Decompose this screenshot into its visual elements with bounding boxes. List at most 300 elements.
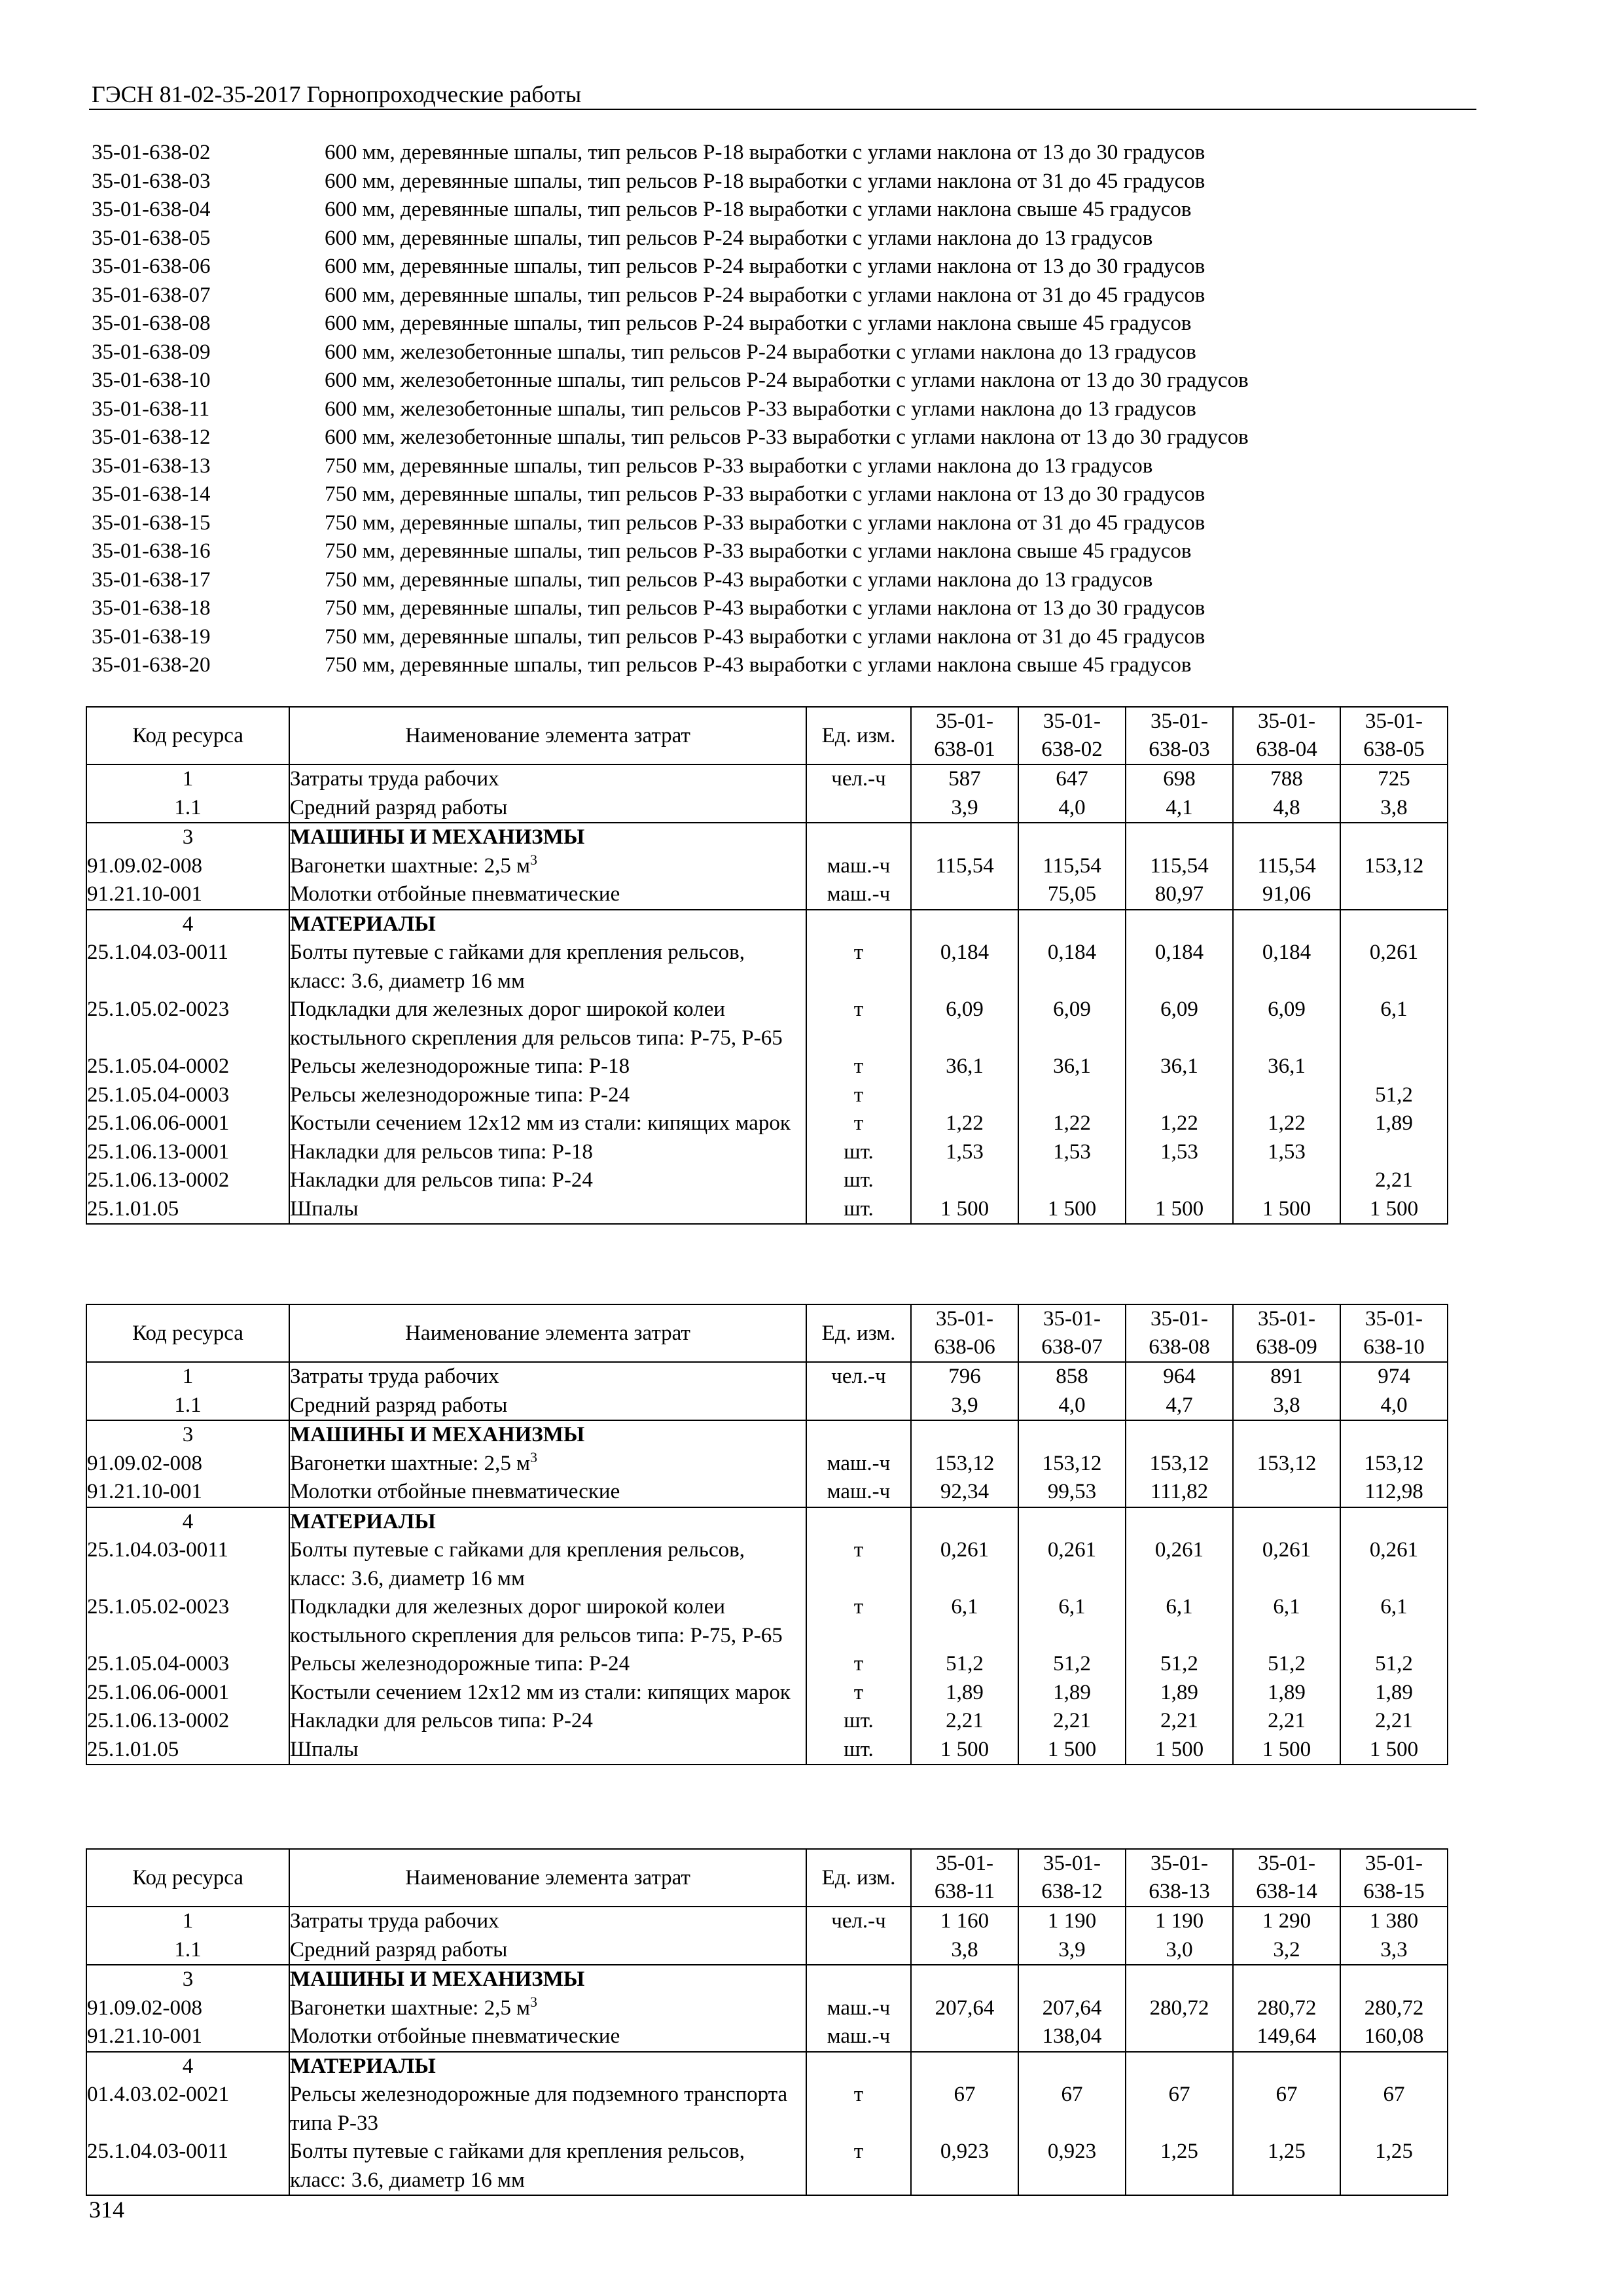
resource-name bbox=[289, 1420, 806, 1450]
table-row bbox=[86, 1195, 1448, 1225]
rate-value: 0,184 bbox=[1018, 939, 1126, 996]
resource-unit: чел.-ч bbox=[806, 1907, 911, 1936]
resource-code: 25.1.04.03-0011 bbox=[86, 2138, 289, 2195]
rate-value: 6,09 bbox=[1018, 996, 1126, 1052]
rate-code-part-1: 35-01- bbox=[936, 1852, 993, 1875]
rate-value: 1 290 bbox=[1233, 1907, 1340, 1936]
resource-name bbox=[289, 823, 806, 852]
resource-name bbox=[289, 1707, 806, 1736]
table-row bbox=[86, 2022, 1448, 2052]
resource-name-text: Накладки для рельсов типа: Р-24 bbox=[290, 1168, 593, 1192]
rate-code-part-2: 638-09 bbox=[1256, 1335, 1317, 1359]
rate-code-part-2: 638-06 bbox=[934, 1335, 995, 1359]
table-row bbox=[86, 1420, 1448, 1450]
table-header-row bbox=[86, 707, 1448, 764]
table-row bbox=[86, 1936, 1448, 1965]
code-list-item bbox=[92, 168, 1479, 196]
resource-unit: шт. bbox=[806, 1707, 911, 1736]
code-list-code: 35-01-638-11 bbox=[92, 397, 210, 421]
resource-code: 25.1.05.02-0023 bbox=[86, 996, 289, 1052]
code-list-code: 35-01-638-19 bbox=[92, 624, 211, 649]
rate-code-part-1: 35-01- bbox=[1043, 709, 1101, 733]
resource-name bbox=[289, 1450, 806, 1479]
rate-value: 67 bbox=[911, 2081, 1018, 2138]
rate-code-part-2: 638-01 bbox=[934, 738, 995, 761]
rate-value bbox=[1018, 910, 1126, 939]
rate-value: 1,25 bbox=[1126, 2138, 1233, 2195]
resource-name-text: Болты путевые с гайками для крепления рельсов, класс: 3.6, диаметр 16 мм bbox=[290, 2140, 745, 2192]
rate-value: 1,89 bbox=[1018, 1679, 1126, 1708]
rate-value: 138,04 bbox=[1018, 2022, 1126, 2052]
resource-code: 25.1.05.04-0003 bbox=[86, 1650, 289, 1679]
resource-name-text: Затраты труда рабочих bbox=[290, 767, 499, 791]
resource-name-text: Костыли сечением 12х12 мм из стали: кипящих марок bbox=[290, 1680, 791, 1704]
code-list-description: 750 мм, деревянные шпалы, тип рельсов Р-33 выработки с углами наклона до 13 градусов bbox=[325, 454, 1153, 478]
rate-value: 0,261 bbox=[911, 1536, 1018, 1593]
header-rate-code bbox=[1340, 707, 1448, 764]
resource-unit bbox=[806, 1507, 911, 1537]
rate-code-part-2: 638-02 bbox=[1041, 738, 1103, 761]
rate-value: 67 bbox=[1340, 2081, 1448, 2138]
table-row bbox=[86, 823, 1448, 852]
code-list-code: 35-01-638-16 bbox=[92, 539, 211, 563]
rate-value: 1,25 bbox=[1233, 2138, 1340, 2195]
resource-name bbox=[289, 1994, 806, 2023]
table-row bbox=[86, 2138, 1448, 2195]
code-list-description: 750 мм, деревянные шпалы, тип рельсов Р-43 выработки с углами наклона свыше 45 градусов bbox=[325, 653, 1192, 677]
resource-code: 4 bbox=[86, 910, 289, 939]
resource-name bbox=[289, 1650, 806, 1679]
resource-unit: т bbox=[806, 1593, 911, 1650]
rate-code-part-2: 638-15 bbox=[1363, 1880, 1425, 1903]
rate-value: 6,1 bbox=[1340, 1593, 1448, 1650]
code-list-item bbox=[92, 224, 1479, 253]
rate-value bbox=[1233, 2052, 1340, 2081]
code-list-description: 600 мм, деревянные шпалы, тип рельсов Р-24 выработки с углами наклона свыше 45 градусов bbox=[325, 312, 1192, 335]
rate-value: 1,22 bbox=[1233, 1109, 1340, 1138]
rate-value: 207,64 bbox=[911, 1994, 1018, 2023]
rate-code-part-1: 35-01- bbox=[1365, 1307, 1423, 1331]
rate-value: 1 500 bbox=[1018, 1736, 1126, 1765]
rate-value: 1,53 bbox=[911, 1138, 1018, 1167]
rate-value: 207,64 bbox=[1018, 1994, 1126, 2023]
resource-code: 25.1.04.03-0011 bbox=[86, 939, 289, 996]
rate-value: 0,261 bbox=[1340, 939, 1448, 996]
rate-value bbox=[1340, 880, 1448, 910]
resource-name-text: Средний разряд работы bbox=[290, 1393, 508, 1417]
rate-value: 0,923 bbox=[1018, 2138, 1126, 2195]
rate-code-part-2: 638-04 bbox=[1256, 738, 1317, 761]
rate-value: 2,21 bbox=[1233, 1707, 1340, 1736]
rate-code-part-1: 35-01- bbox=[1043, 1307, 1101, 1331]
resource-table bbox=[86, 706, 1448, 1225]
resource-unit: маш.-ч bbox=[806, 880, 911, 910]
table-row bbox=[86, 852, 1448, 881]
header-rate-code bbox=[1126, 707, 1233, 764]
resource-code: 25.1.01.05 bbox=[86, 1736, 289, 1765]
rate-value: 0,261 bbox=[1018, 1536, 1126, 1593]
resource-code: 3 bbox=[86, 1420, 289, 1450]
rate-value: 99,53 bbox=[1018, 1478, 1126, 1507]
resource-code: 3 bbox=[86, 823, 289, 852]
code-list-code: 35-01-638-03 bbox=[92, 169, 211, 193]
rate-value: 891 bbox=[1233, 1362, 1340, 1391]
rate-value: 1 500 bbox=[911, 1736, 1018, 1765]
resource-code: 1.1 bbox=[86, 1391, 289, 1421]
resource-name bbox=[289, 1195, 806, 1225]
rate-value: 51,2 bbox=[911, 1650, 1018, 1679]
resource-name bbox=[289, 1166, 806, 1195]
header-unit: Ед. изм. bbox=[806, 1849, 911, 1907]
rate-value: 51,2 bbox=[1018, 1650, 1126, 1679]
table-row bbox=[86, 1362, 1448, 1391]
header-rate-code bbox=[1126, 1304, 1233, 1362]
page-number: 314 bbox=[89, 2197, 124, 2223]
rate-value: 160,08 bbox=[1340, 2022, 1448, 2052]
rate-value bbox=[911, 2052, 1018, 2081]
rate-value: 0,184 bbox=[1233, 939, 1340, 996]
code-list-item bbox=[92, 537, 1479, 566]
resource-code: 1 bbox=[86, 1907, 289, 1936]
resource-code: 25.1.04.03-0011 bbox=[86, 1536, 289, 1593]
rate-value: 3,9 bbox=[911, 1391, 1018, 1421]
code-list-item bbox=[92, 139, 1479, 168]
resource-unit bbox=[806, 823, 911, 852]
page-header bbox=[89, 75, 1476, 110]
rate-value bbox=[911, 1166, 1018, 1195]
resource-name-text: Болты путевые с гайками для крепления рельсов, класс: 3.6, диаметр 16 мм bbox=[290, 941, 745, 993]
resource-name bbox=[289, 1362, 806, 1391]
resource-name-text: Средний разряд работы bbox=[290, 1937, 508, 1962]
resource-unit bbox=[806, 1965, 911, 1994]
rate-value: 6,09 bbox=[1126, 996, 1233, 1052]
resource-name-text: Накладки для рельсов типа: Р-24 bbox=[290, 1709, 593, 1732]
resource-unit: чел.-ч bbox=[806, 764, 911, 794]
header-unit: Ед. изм. bbox=[806, 1304, 911, 1362]
rate-value: 91,06 bbox=[1233, 880, 1340, 910]
code-list-description: 600 мм, железобетонные шпалы, тип рельсов Р-24 выработки с углами наклона до 13 градусов bbox=[325, 340, 1196, 364]
rate-value: 36,1 bbox=[911, 1052, 1018, 1081]
rate-value: 4,1 bbox=[1126, 794, 1233, 823]
rate-value bbox=[1233, 1081, 1340, 1110]
resource-code: 25.1.01.05 bbox=[86, 1195, 289, 1225]
table-row bbox=[86, 2081, 1448, 2138]
code-list-item bbox=[92, 651, 1479, 680]
code-list-code: 35-01-638-17 bbox=[92, 567, 211, 592]
resource-name bbox=[289, 1679, 806, 1708]
rate-value: 1,53 bbox=[1126, 1138, 1233, 1167]
rate-value: 280,72 bbox=[1340, 1994, 1448, 2023]
rate-value bbox=[1018, 1166, 1126, 1195]
rate-value bbox=[911, 823, 1018, 852]
rate-value: 858 bbox=[1018, 1362, 1126, 1391]
table-row bbox=[86, 996, 1448, 1052]
header-unit: Ед. изм. bbox=[806, 707, 911, 764]
rate-value: 153,12 bbox=[1018, 1450, 1126, 1479]
resource-unit: т bbox=[806, 1536, 911, 1593]
table-row bbox=[86, 1679, 1448, 1708]
resource-code: 3 bbox=[86, 1965, 289, 1994]
resource-name bbox=[289, 2138, 806, 2195]
rate-value: 4,0 bbox=[1018, 794, 1126, 823]
rate-value: 280,72 bbox=[1233, 1994, 1340, 2023]
resource-code: 91.09.02-008 bbox=[86, 852, 289, 881]
rate-value bbox=[1340, 1507, 1448, 1537]
rate-code-part-2: 638-14 bbox=[1256, 1880, 1317, 1903]
rate-code-part-2: 638-08 bbox=[1149, 1335, 1210, 1359]
rate-value: 4,8 bbox=[1233, 794, 1340, 823]
rate-value: 6,09 bbox=[911, 996, 1018, 1052]
resource-name bbox=[289, 794, 806, 823]
rate-value: 6,1 bbox=[1233, 1593, 1340, 1650]
rate-value: 3,8 bbox=[1233, 1391, 1340, 1421]
rate-value: 36,1 bbox=[1233, 1052, 1340, 1081]
rate-value: 4,7 bbox=[1126, 1391, 1233, 1421]
rate-value bbox=[1233, 1478, 1340, 1507]
resource-name bbox=[289, 1138, 806, 1167]
resource-name-text: МАШИНЫ И МЕХАНИЗМЫ bbox=[290, 1423, 585, 1446]
rate-value: 6,1 bbox=[1340, 996, 1448, 1052]
code-list-description: 750 мм, деревянные шпалы, тип рельсов Р-43 выработки с углами наклона от 31 до 45 градусов bbox=[325, 624, 1205, 649]
resource-table bbox=[86, 1304, 1448, 1765]
rate-value: 1,89 bbox=[1340, 1679, 1448, 1708]
rate-value bbox=[1233, 1166, 1340, 1195]
code-list-item bbox=[92, 395, 1479, 424]
code-list-description: 600 мм, деревянные шпалы, тип рельсов Р-18 выработки с углами наклона от 13 до 30 градусов bbox=[325, 141, 1205, 164]
resource-code: 1.1 bbox=[86, 794, 289, 823]
rate-value bbox=[1018, 2052, 1126, 2081]
rate-value bbox=[1233, 910, 1340, 939]
resource-name-text: Накладки для рельсов типа: Р-18 bbox=[290, 1139, 593, 1164]
rate-value bbox=[1018, 1081, 1126, 1110]
rate-value bbox=[1340, 1420, 1448, 1450]
rate-code-part-1: 35-01- bbox=[1365, 1852, 1423, 1875]
table-row bbox=[86, 764, 1448, 794]
resource-name-text: Рельсы железнодорожные типа: Р-24 bbox=[290, 1652, 630, 1676]
table-row bbox=[86, 1081, 1448, 1110]
resource-unit bbox=[806, 1936, 911, 1965]
rate-value bbox=[1340, 1052, 1448, 1081]
resource-name-text: Затраты труда рабочих bbox=[290, 1909, 499, 1933]
resource-unit: маш.-ч bbox=[806, 1450, 911, 1479]
header-rate-code bbox=[911, 707, 1018, 764]
code-list-description: 600 мм, деревянные шпалы, тип рельсов Р-24 выработки с углами наклона от 31 до 45 градусов bbox=[325, 283, 1205, 307]
rate-value: 92,34 bbox=[911, 1478, 1018, 1507]
resource-unit: т bbox=[806, 2081, 911, 2138]
rate-value: 1,22 bbox=[911, 1109, 1018, 1138]
header-rate-code bbox=[1340, 1304, 1448, 1362]
rate-value: 3,0 bbox=[1126, 1936, 1233, 1965]
rate-value: 1,89 bbox=[1340, 1109, 1448, 1138]
rate-value: 2,21 bbox=[1126, 1707, 1233, 1736]
rate-value bbox=[1126, 1507, 1233, 1537]
code-list-item bbox=[92, 253, 1479, 281]
rate-value: 0,184 bbox=[911, 939, 1018, 996]
table-row bbox=[86, 1536, 1448, 1593]
code-list-code: 35-01-638-15 bbox=[92, 511, 211, 535]
header-name: Наименование элемента затрат bbox=[289, 707, 806, 764]
code-list-item bbox=[92, 281, 1479, 310]
code-list-code: 35-01-638-07 bbox=[92, 283, 211, 307]
rate-value bbox=[1126, 823, 1233, 852]
rate-code-part-1: 35-01- bbox=[1150, 1852, 1208, 1875]
rate-value: 80,97 bbox=[1126, 880, 1233, 910]
rate-value bbox=[911, 1507, 1018, 1537]
rate-code-part-1: 35-01- bbox=[1258, 709, 1315, 733]
resource-name bbox=[289, 1736, 806, 1765]
rate-value: 6,1 bbox=[1018, 1593, 1126, 1650]
resource-unit: шт. bbox=[806, 1166, 911, 1195]
code-list-description: 750 мм, деревянные шпалы, тип рельсов Р-43 выработки с углами наклона от 13 до 30 градусов bbox=[325, 596, 1205, 620]
rate-value: 1 500 bbox=[1233, 1195, 1340, 1225]
table-row bbox=[86, 1450, 1448, 1479]
rate-value bbox=[1340, 2052, 1448, 2081]
rate-code-part-2: 638-03 bbox=[1149, 738, 1210, 761]
rate-value: 6,1 bbox=[1126, 1593, 1233, 1650]
rate-value: 75,05 bbox=[1018, 880, 1126, 910]
header-rate-code bbox=[1018, 1849, 1126, 1907]
resource-name bbox=[289, 852, 806, 881]
rate-value: 2,21 bbox=[1340, 1707, 1448, 1736]
rate-code-part-1: 35-01- bbox=[936, 1307, 993, 1331]
code-list-item bbox=[92, 367, 1479, 395]
code-list-item bbox=[92, 338, 1479, 367]
rate-value bbox=[1018, 823, 1126, 852]
code-list-description: 600 мм, деревянные шпалы, тип рельсов Р-18 выработки с углами наклона от 31 до 45 градусов bbox=[325, 169, 1205, 193]
code-list-description: 600 мм, железобетонные шпалы, тип рельсов Р-33 выработки с углами наклона от 13 до 30 градусов bbox=[325, 425, 1249, 449]
code-list-code: 35-01-638-10 bbox=[92, 368, 211, 392]
rate-value bbox=[1126, 2022, 1233, 2052]
rate-value: 1 190 bbox=[1126, 1907, 1233, 1936]
rate-value: 0,261 bbox=[1340, 1536, 1448, 1593]
rate-value: 6,09 bbox=[1233, 996, 1340, 1052]
resource-unit: шт. bbox=[806, 1736, 911, 1765]
rate-value: 3,9 bbox=[1018, 1936, 1126, 1965]
resource-unit: т bbox=[806, 2138, 911, 2195]
table-row bbox=[86, 1507, 1448, 1537]
rate-value: 1,89 bbox=[1126, 1679, 1233, 1708]
rate-value: 153,12 bbox=[1233, 1450, 1340, 1479]
resource-name-text: Затраты труда рабочих bbox=[290, 1365, 499, 1388]
rate-code-part-1: 35-01- bbox=[1150, 709, 1208, 733]
rate-value: 698 bbox=[1126, 764, 1233, 794]
rate-value: 1 500 bbox=[911, 1195, 1018, 1225]
code-list-code: 35-01-638-02 bbox=[92, 141, 211, 164]
table-row bbox=[86, 1965, 1448, 1994]
rate-value: 3,9 bbox=[911, 794, 1018, 823]
resource-code: 25.1.06.13-0002 bbox=[86, 1707, 289, 1736]
code-list-item bbox=[92, 196, 1479, 224]
rate-value: 0,923 bbox=[911, 2138, 1018, 2195]
rate-value bbox=[1126, 1166, 1233, 1195]
resource-code: 1 bbox=[86, 764, 289, 794]
resource-name-text: Костыли сечением 12х12 мм из стали: кипящих марок bbox=[290, 1111, 791, 1135]
resource-unit: т bbox=[806, 1081, 911, 1110]
rate-value: 51,2 bbox=[1233, 1650, 1340, 1679]
resource-name-text: Средний разряд работы bbox=[290, 795, 508, 819]
table-row bbox=[86, 1907, 1448, 1936]
resource-name bbox=[289, 2052, 806, 2081]
rate-value: 1 500 bbox=[1233, 1736, 1340, 1765]
rate-value: 4,0 bbox=[1340, 1391, 1448, 1421]
resource-unit: маш.-ч bbox=[806, 2022, 911, 2052]
table-row bbox=[86, 1593, 1448, 1650]
resource-name-text: МАШИНЫ И МЕХАНИЗМЫ bbox=[290, 825, 585, 849]
resource-unit bbox=[806, 794, 911, 823]
rate-value: 1 500 bbox=[1340, 1195, 1448, 1225]
code-list-item bbox=[92, 509, 1479, 538]
resource-name-text: МАТЕРИАЛЫ bbox=[290, 912, 436, 936]
rate-code-part-2: 638-07 bbox=[1041, 1335, 1103, 1359]
rate-value: 153,12 bbox=[1340, 1450, 1448, 1479]
resource-code: 1.1 bbox=[86, 1936, 289, 1965]
table-row bbox=[86, 910, 1448, 939]
rate-value: 2,21 bbox=[911, 1707, 1018, 1736]
rate-value: 1 500 bbox=[1018, 1195, 1126, 1225]
table-row bbox=[86, 1736, 1448, 1765]
rate-value: 1,53 bbox=[1233, 1138, 1340, 1167]
table-row bbox=[86, 939, 1448, 996]
resource-code: 25.1.06.13-0001 bbox=[86, 1138, 289, 1167]
rate-code-part-1: 35-01- bbox=[1258, 1852, 1315, 1875]
resource-code: 1 bbox=[86, 1362, 289, 1391]
rate-value: 788 bbox=[1233, 764, 1340, 794]
rate-value bbox=[1126, 2052, 1233, 2081]
rate-value: 115,54 bbox=[1233, 852, 1340, 881]
table-row bbox=[86, 1391, 1448, 1421]
resource-unit: т bbox=[806, 1679, 911, 1708]
resource-unit: шт. bbox=[806, 1195, 911, 1225]
resource-unit: маш.-ч bbox=[806, 1478, 911, 1507]
rate-value bbox=[1018, 1965, 1126, 1994]
rate-value: 36,1 bbox=[1126, 1052, 1233, 1081]
rate-value: 67 bbox=[1018, 2081, 1126, 2138]
rate-value: 1 500 bbox=[1126, 1736, 1233, 1765]
rate-value: 4,0 bbox=[1018, 1391, 1126, 1421]
resource-name bbox=[289, 996, 806, 1052]
rate-value bbox=[1340, 823, 1448, 852]
rate-value: 1 500 bbox=[1126, 1195, 1233, 1225]
resource-name-text: Вагонетки шахтные: 2,5 м bbox=[290, 853, 530, 878]
rate-value: 115,54 bbox=[1126, 852, 1233, 881]
rate-value: 115,54 bbox=[1018, 852, 1126, 881]
code-list-item bbox=[92, 594, 1479, 623]
resource-code: 91.21.10-001 bbox=[86, 1478, 289, 1507]
resource-name-text: Рельсы железнодорожные типа: Р-18 bbox=[290, 1054, 630, 1078]
resource-name-text: Рельсы железнодорожные для подземного транспорта типа Р-33 bbox=[290, 2083, 788, 2135]
rate-code-part-1: 35-01- bbox=[1043, 1852, 1101, 1875]
code-list-code: 35-01-638-12 bbox=[92, 425, 211, 449]
rate-value: 974 bbox=[1340, 1362, 1448, 1391]
rate-value: 115,54 bbox=[911, 852, 1018, 881]
rate-value bbox=[1126, 1420, 1233, 1450]
resource-unit bbox=[806, 1391, 911, 1421]
table-row bbox=[86, 1109, 1448, 1138]
code-list-item bbox=[92, 423, 1479, 452]
rate-value bbox=[911, 1081, 1018, 1110]
resource-name-text: Вагонетки шахтные: 2,5 м bbox=[290, 1996, 530, 2020]
resource-name-text: Болты путевые с гайками для крепления рельсов, класс: 3.6, диаметр 16 мм bbox=[290, 1538, 745, 1590]
rate-code-part-1: 35-01- bbox=[1150, 1307, 1208, 1331]
header-code: Код ресурса bbox=[86, 707, 289, 764]
header-rate-code bbox=[1233, 1304, 1340, 1362]
resource-name bbox=[289, 2081, 806, 2138]
rate-value: 153,12 bbox=[1340, 852, 1448, 881]
table-row bbox=[86, 880, 1448, 910]
resource-name bbox=[289, 764, 806, 794]
resource-code: 91.09.02-008 bbox=[86, 1994, 289, 2023]
table-header-row bbox=[86, 1304, 1448, 1362]
